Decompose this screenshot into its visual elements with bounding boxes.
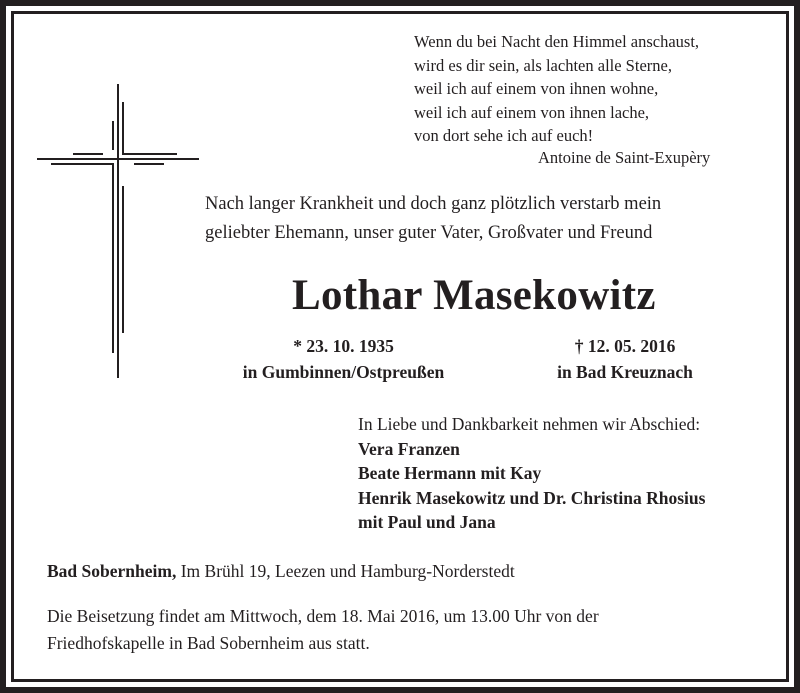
mourner-name: Henrik Masekowitz und Dr. Christina Rhosius xyxy=(358,487,706,508)
mourner-name: Beate Hermann mit Kay xyxy=(358,463,542,483)
deceased-name: Lothar Masekowitz xyxy=(292,272,656,319)
mourner-name: mit Paul und Jana xyxy=(358,512,496,532)
intro-line: geliebter Ehemann, unser guter Vater, Großvater und Freund xyxy=(205,223,653,243)
quote-line: weil ich auf einem von ihnen wohne, xyxy=(414,79,659,98)
birth-info xyxy=(231,333,456,385)
mourner-name: Vera Franzen xyxy=(358,438,460,459)
quote-line: weil ich auf einem von ihnen lache, xyxy=(414,102,650,122)
mourners-block xyxy=(358,412,705,535)
quote-author: Antoine de Saint-Exupèry xyxy=(538,148,711,167)
funeral-line: Die Beisetzung findet am Mittwoch, dem 18. Mai 2016, um 13.00 Uhr von der xyxy=(47,606,599,626)
quote-line: Wenn du bei Nacht den Himmel anschaust, xyxy=(414,32,700,51)
funeral-info xyxy=(47,603,599,657)
quote-line: wird es dir sein, als lachten alle Sterne, xyxy=(414,55,672,75)
address-rest: Im Brühl 19, Leezen und Hamburg-Norderstedt xyxy=(176,561,515,581)
intro-line: Nach langer Krankheit und doch ganz plötzlich verstarb mein xyxy=(205,194,662,214)
quote-line: von dort sehe ich auf euch! xyxy=(414,126,594,145)
address-line xyxy=(47,561,515,582)
address-city: Bad Sobernheim, xyxy=(47,561,177,581)
mourners-heading: In Liebe und Dankbarkeit nehmen wir Abschied: xyxy=(358,414,701,434)
death-date: † 12. 05. 2016 xyxy=(574,336,676,356)
birth-date: * 23. 10. 1935 xyxy=(293,336,394,356)
birth-place: in Gumbinnen/Ostpreußen xyxy=(242,362,445,382)
quote-block xyxy=(414,30,699,148)
death-place: in Bad Kreuznach xyxy=(557,362,693,382)
funeral-line: Friedhofskapelle in Bad Sobernheim aus statt. xyxy=(47,633,370,653)
intro-text xyxy=(205,190,661,248)
death-info xyxy=(550,333,700,385)
